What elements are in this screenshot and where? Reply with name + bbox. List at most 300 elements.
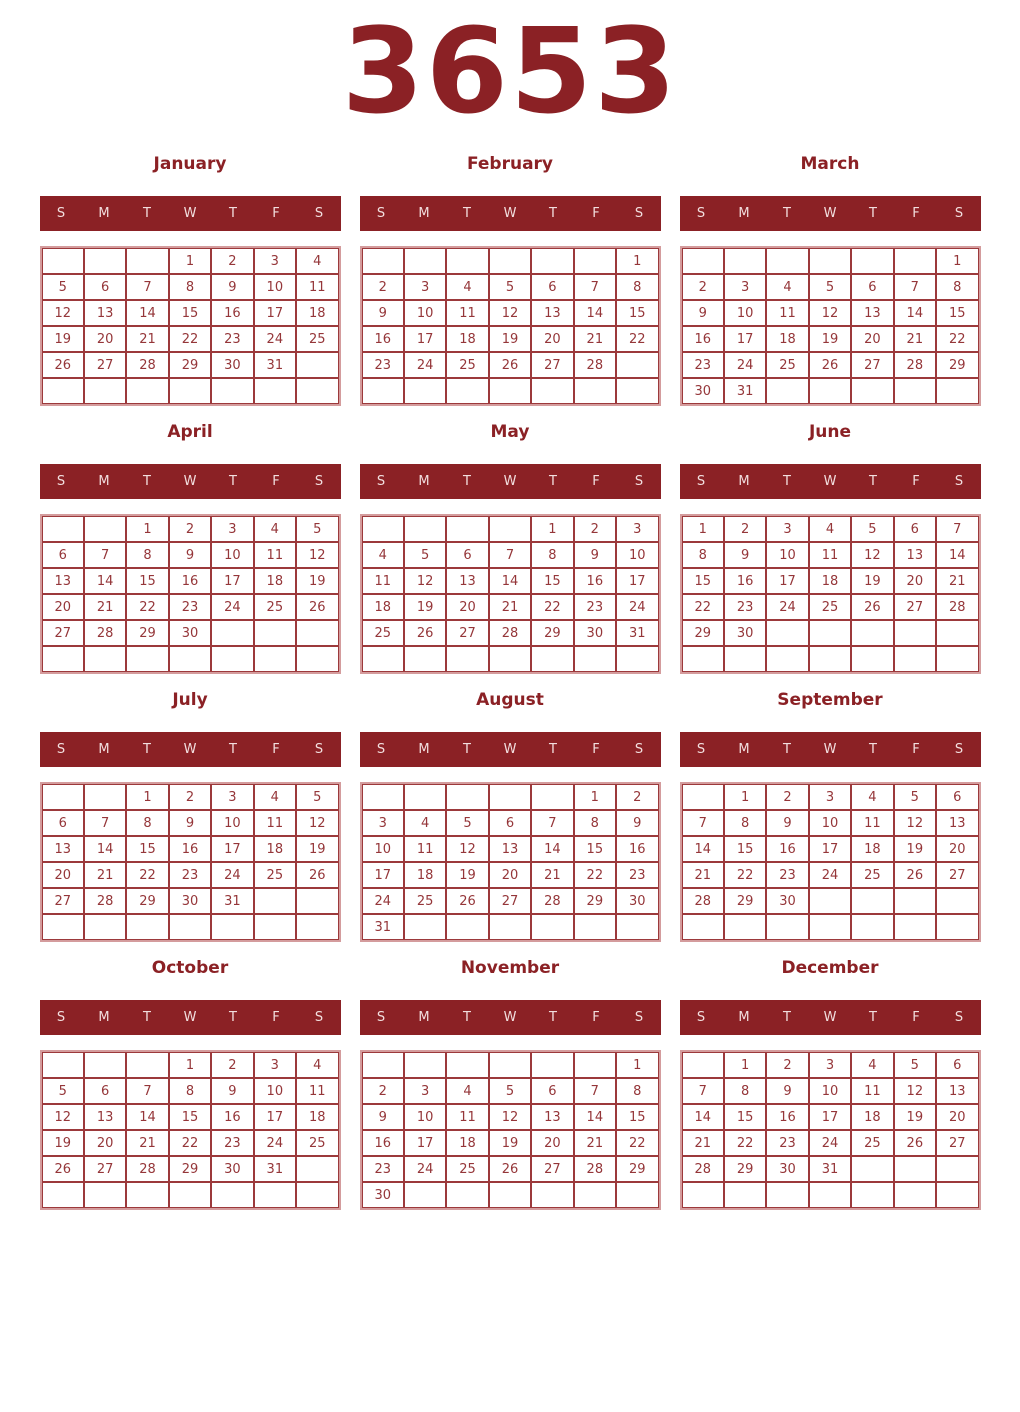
day-cell: 5 xyxy=(404,542,446,568)
weekday-label: S xyxy=(954,206,964,221)
week-row xyxy=(682,568,979,594)
day-cell: 29 xyxy=(531,620,573,646)
day-cell: 9 xyxy=(169,810,211,836)
week-row xyxy=(682,620,979,646)
week-row xyxy=(42,326,339,352)
empty-day-cell xyxy=(404,914,446,940)
day-cell: 28 xyxy=(574,1156,616,1182)
week-row xyxy=(682,378,979,404)
day-cell: 21 xyxy=(682,1130,724,1156)
day-cell: 11 xyxy=(254,542,296,568)
day-cell: 18 xyxy=(446,326,488,352)
day-cell: 17 xyxy=(211,568,253,594)
day-cell: 5 xyxy=(42,274,84,300)
empty-day-cell xyxy=(42,646,84,672)
day-cell: 22 xyxy=(616,1130,658,1156)
day-cell: 5 xyxy=(809,274,851,300)
day-cell: 14 xyxy=(126,300,168,326)
empty-day-cell xyxy=(84,248,126,274)
day-cell: 31 xyxy=(724,378,766,404)
week-row xyxy=(682,810,979,836)
day-cell: 1 xyxy=(126,516,168,542)
empty-day-cell xyxy=(84,378,126,404)
weekday-label: S xyxy=(696,206,706,221)
empty-day-cell xyxy=(169,1182,211,1208)
week-row xyxy=(362,1078,659,1104)
day-cell: 25 xyxy=(851,862,893,888)
weekday-label: T xyxy=(869,206,877,221)
empty-day-cell xyxy=(489,914,531,940)
month-grid xyxy=(360,514,661,674)
week-row xyxy=(42,378,339,404)
day-cell: 11 xyxy=(446,300,488,326)
day-cell: 19 xyxy=(851,568,893,594)
day-cell: 28 xyxy=(489,620,531,646)
day-cell: 9 xyxy=(574,542,616,568)
day-cell: 6 xyxy=(936,1052,978,1078)
empty-day-cell xyxy=(169,914,211,940)
day-cell: 31 xyxy=(362,914,404,940)
day-cell: 8 xyxy=(126,542,168,568)
empty-day-cell xyxy=(531,1052,573,1078)
day-cell: 16 xyxy=(211,1104,253,1130)
weekday-label: S xyxy=(634,474,644,489)
day-cell: 12 xyxy=(296,810,338,836)
empty-day-cell xyxy=(254,646,296,672)
month-name: August xyxy=(476,690,544,710)
empty-day-cell xyxy=(296,378,338,404)
day-cell: 28 xyxy=(126,1156,168,1182)
day-cell: 18 xyxy=(851,1104,893,1130)
empty-day-cell xyxy=(446,1052,488,1078)
day-cell: 27 xyxy=(531,352,573,378)
empty-day-cell xyxy=(766,248,808,274)
day-cell: 11 xyxy=(254,810,296,836)
week-row xyxy=(682,542,979,568)
week-row xyxy=(682,248,979,274)
empty-day-cell xyxy=(254,620,296,646)
day-cell: 29 xyxy=(616,1156,658,1182)
day-cell: 26 xyxy=(809,352,851,378)
week-row xyxy=(42,248,339,274)
weekday-label: S xyxy=(56,474,66,489)
week-row xyxy=(362,1104,659,1130)
weekday-label: T xyxy=(463,206,471,221)
day-cell: 27 xyxy=(42,620,84,646)
month-grid xyxy=(40,514,341,674)
day-cell: 10 xyxy=(211,542,253,568)
weekday-label: W xyxy=(823,474,837,489)
empty-day-cell xyxy=(404,646,446,672)
day-cell: 7 xyxy=(126,274,168,300)
week-row xyxy=(42,1078,339,1104)
day-cell: 12 xyxy=(894,1078,936,1104)
day-cell: 26 xyxy=(489,1156,531,1182)
week-row xyxy=(42,1104,339,1130)
day-cell: 13 xyxy=(42,568,84,594)
day-cell: 14 xyxy=(84,836,126,862)
empty-day-cell xyxy=(574,248,616,274)
day-cell: 18 xyxy=(446,1130,488,1156)
weekday-label: F xyxy=(912,742,920,757)
empty-day-cell xyxy=(574,378,616,404)
day-cell: 27 xyxy=(84,1156,126,1182)
day-cell: 12 xyxy=(446,836,488,862)
day-cell: 8 xyxy=(616,1078,658,1104)
week-row xyxy=(682,1156,979,1182)
day-cell: 15 xyxy=(724,836,766,862)
month xyxy=(360,154,661,406)
weekday-label: T xyxy=(229,1010,237,1025)
week-row xyxy=(362,914,659,940)
empty-day-cell xyxy=(851,646,893,672)
day-cell: 18 xyxy=(254,836,296,862)
empty-day-cell xyxy=(682,646,724,672)
weekday-label: W xyxy=(183,206,197,221)
day-cell: 19 xyxy=(809,326,851,352)
empty-day-cell xyxy=(894,378,936,404)
day-cell: 29 xyxy=(936,352,978,378)
day-cell: 13 xyxy=(894,542,936,568)
weekday-label: W xyxy=(823,206,837,221)
day-cell: 31 xyxy=(254,352,296,378)
weekday-label: F xyxy=(912,1010,920,1025)
day-cell: 1 xyxy=(682,516,724,542)
day-cell: 24 xyxy=(211,594,253,620)
weekday-label: F xyxy=(592,206,600,221)
day-cell: 29 xyxy=(126,620,168,646)
day-cell: 18 xyxy=(254,568,296,594)
day-cell: 25 xyxy=(446,352,488,378)
empty-day-cell xyxy=(489,1182,531,1208)
empty-day-cell xyxy=(169,646,211,672)
day-cell: 31 xyxy=(211,888,253,914)
week-row xyxy=(42,646,339,672)
day-cell: 15 xyxy=(616,300,658,326)
day-cell: 26 xyxy=(296,862,338,888)
day-cell: 16 xyxy=(362,326,404,352)
day-cell: 11 xyxy=(851,810,893,836)
empty-day-cell xyxy=(489,784,531,810)
month xyxy=(680,422,981,674)
week-row xyxy=(682,326,979,352)
day-cell: 21 xyxy=(84,862,126,888)
day-cell: 19 xyxy=(894,1104,936,1130)
day-cell: 21 xyxy=(126,326,168,352)
week-row xyxy=(42,300,339,326)
week-row xyxy=(682,1052,979,1078)
empty-day-cell xyxy=(531,378,573,404)
day-cell: 19 xyxy=(42,326,84,352)
day-cell: 22 xyxy=(936,326,978,352)
day-cell: 5 xyxy=(296,784,338,810)
empty-day-cell xyxy=(362,248,404,274)
empty-day-cell xyxy=(851,620,893,646)
month-grid xyxy=(680,514,981,674)
day-cell: 13 xyxy=(531,300,573,326)
month-grid xyxy=(40,1050,341,1210)
weekday-label: M xyxy=(418,206,430,221)
day-cell: 30 xyxy=(362,1182,404,1208)
day-cell: 30 xyxy=(724,620,766,646)
day-cell: 20 xyxy=(531,326,573,352)
empty-day-cell xyxy=(296,352,338,378)
empty-day-cell xyxy=(574,1052,616,1078)
empty-day-cell xyxy=(724,248,766,274)
day-cell: 29 xyxy=(724,888,766,914)
day-cell: 8 xyxy=(169,1078,211,1104)
month-name: May xyxy=(490,422,530,442)
day-cell: 4 xyxy=(254,516,296,542)
month-grid xyxy=(680,1050,981,1210)
week-row xyxy=(42,568,339,594)
day-cell: 9 xyxy=(766,1078,808,1104)
empty-day-cell xyxy=(616,352,658,378)
day-cell: 16 xyxy=(211,300,253,326)
weekday-label: T xyxy=(229,206,237,221)
empty-day-cell xyxy=(362,378,404,404)
empty-day-cell xyxy=(894,620,936,646)
week-row xyxy=(362,784,659,810)
day-cell: 7 xyxy=(574,274,616,300)
day-cell: 9 xyxy=(362,300,404,326)
weekday-label: S xyxy=(634,206,644,221)
day-cell: 21 xyxy=(894,326,936,352)
day-cell: 23 xyxy=(766,1130,808,1156)
day-cell: 19 xyxy=(296,568,338,594)
day-cell: 3 xyxy=(809,784,851,810)
day-cell: 8 xyxy=(616,274,658,300)
day-cell: 19 xyxy=(894,836,936,862)
month xyxy=(40,958,341,1210)
day-cell: 11 xyxy=(296,1078,338,1104)
weekday-label: S xyxy=(634,742,644,757)
empty-day-cell xyxy=(894,248,936,274)
day-cell: 22 xyxy=(126,594,168,620)
empty-day-cell xyxy=(851,888,893,914)
day-cell: 8 xyxy=(724,1078,766,1104)
day-cell: 13 xyxy=(851,300,893,326)
day-cell: 11 xyxy=(404,836,446,862)
month-name: October xyxy=(151,958,229,978)
day-cell: 12 xyxy=(42,300,84,326)
day-cell: 24 xyxy=(211,862,253,888)
week-row xyxy=(42,516,339,542)
day-cell: 31 xyxy=(616,620,658,646)
empty-day-cell xyxy=(126,1052,168,1078)
day-cell: 2 xyxy=(682,274,724,300)
weekday-label: M xyxy=(738,206,750,221)
empty-day-cell xyxy=(766,914,808,940)
day-cell: 14 xyxy=(574,1104,616,1130)
day-cell: 17 xyxy=(254,1104,296,1130)
empty-day-cell xyxy=(404,1182,446,1208)
weekday-label: T xyxy=(463,742,471,757)
day-cell: 10 xyxy=(362,836,404,862)
week-row xyxy=(362,594,659,620)
day-cell: 28 xyxy=(682,888,724,914)
day-cell: 24 xyxy=(404,1156,446,1182)
day-cell: 28 xyxy=(84,888,126,914)
empty-day-cell xyxy=(489,646,531,672)
week-row xyxy=(362,888,659,914)
weekday-header xyxy=(360,196,661,231)
day-cell: 21 xyxy=(84,594,126,620)
weekday-label: S xyxy=(376,206,386,221)
empty-day-cell xyxy=(574,1182,616,1208)
day-cell: 17 xyxy=(211,836,253,862)
month-grid xyxy=(360,1050,661,1210)
day-cell: 12 xyxy=(404,568,446,594)
empty-day-cell xyxy=(254,378,296,404)
day-cell: 7 xyxy=(84,542,126,568)
weekday-label: T xyxy=(869,1010,877,1025)
week-row xyxy=(682,594,979,620)
day-cell: 12 xyxy=(489,1104,531,1130)
empty-day-cell xyxy=(296,646,338,672)
day-cell: 23 xyxy=(574,594,616,620)
week-row xyxy=(362,274,659,300)
weekday-label: F xyxy=(272,1010,280,1025)
day-cell: 8 xyxy=(574,810,616,836)
day-cell: 16 xyxy=(616,836,658,862)
day-cell: 19 xyxy=(42,1130,84,1156)
day-cell: 3 xyxy=(211,784,253,810)
day-cell: 22 xyxy=(682,594,724,620)
month xyxy=(680,154,981,406)
day-cell: 23 xyxy=(211,1130,253,1156)
weekday-label: S xyxy=(376,1010,386,1025)
week-row xyxy=(42,784,339,810)
month xyxy=(40,154,341,406)
day-cell: 25 xyxy=(851,1130,893,1156)
empty-day-cell xyxy=(42,1052,84,1078)
empty-day-cell xyxy=(211,646,253,672)
day-cell: 4 xyxy=(809,516,851,542)
empty-day-cell xyxy=(42,248,84,274)
day-cell: 25 xyxy=(296,1130,338,1156)
empty-day-cell xyxy=(211,620,253,646)
day-cell: 6 xyxy=(531,274,573,300)
empty-day-cell xyxy=(936,1182,978,1208)
month-grid xyxy=(680,782,981,942)
week-row xyxy=(362,1052,659,1078)
day-cell: 15 xyxy=(936,300,978,326)
day-cell: 24 xyxy=(766,594,808,620)
month-name: July xyxy=(172,690,208,710)
empty-day-cell xyxy=(489,516,531,542)
weekday-header xyxy=(40,1000,341,1035)
day-cell: 2 xyxy=(766,1052,808,1078)
week-row xyxy=(682,516,979,542)
day-cell: 31 xyxy=(254,1156,296,1182)
empty-day-cell xyxy=(809,1182,851,1208)
day-cell: 17 xyxy=(254,300,296,326)
day-cell: 4 xyxy=(296,248,338,274)
day-cell: 20 xyxy=(936,836,978,862)
day-cell: 24 xyxy=(362,888,404,914)
weekday-label: F xyxy=(272,474,280,489)
day-cell: 9 xyxy=(682,300,724,326)
week-row xyxy=(682,646,979,672)
day-cell: 9 xyxy=(362,1104,404,1130)
day-cell: 10 xyxy=(616,542,658,568)
empty-day-cell xyxy=(254,888,296,914)
weekday-label: T xyxy=(143,206,151,221)
day-cell: 26 xyxy=(42,352,84,378)
month-grid xyxy=(360,246,661,406)
empty-day-cell xyxy=(362,516,404,542)
week-row xyxy=(362,248,659,274)
empty-day-cell xyxy=(809,646,851,672)
day-cell: 24 xyxy=(809,1130,851,1156)
day-cell: 3 xyxy=(404,1078,446,1104)
day-cell: 13 xyxy=(936,1078,978,1104)
empty-day-cell xyxy=(169,378,211,404)
day-cell: 14 xyxy=(531,836,573,862)
empty-day-cell xyxy=(404,378,446,404)
day-cell: 9 xyxy=(169,542,211,568)
empty-day-cell xyxy=(489,378,531,404)
day-cell: 16 xyxy=(766,836,808,862)
day-cell: 14 xyxy=(84,568,126,594)
weekday-label: M xyxy=(98,206,110,221)
day-cell: 1 xyxy=(616,248,658,274)
day-cell: 26 xyxy=(894,1130,936,1156)
empty-day-cell xyxy=(362,784,404,810)
day-cell: 28 xyxy=(574,352,616,378)
day-cell: 8 xyxy=(936,274,978,300)
day-cell: 28 xyxy=(894,352,936,378)
weekday-label: S xyxy=(696,1010,706,1025)
day-cell: 14 xyxy=(489,568,531,594)
day-cell: 10 xyxy=(254,274,296,300)
day-cell: 4 xyxy=(851,1052,893,1078)
day-cell: 4 xyxy=(446,1078,488,1104)
day-cell: 26 xyxy=(404,620,446,646)
day-cell: 30 xyxy=(682,378,724,404)
weekday-label: S xyxy=(954,742,964,757)
weekday-label: M xyxy=(738,1010,750,1025)
day-cell: 16 xyxy=(574,568,616,594)
week-row xyxy=(682,1104,979,1130)
empty-day-cell xyxy=(682,248,724,274)
empty-day-cell xyxy=(682,784,724,810)
day-cell: 22 xyxy=(724,862,766,888)
day-cell: 13 xyxy=(489,836,531,862)
empty-day-cell xyxy=(682,914,724,940)
day-cell: 25 xyxy=(296,326,338,352)
empty-day-cell xyxy=(254,914,296,940)
day-cell: 10 xyxy=(254,1078,296,1104)
empty-day-cell xyxy=(616,378,658,404)
empty-day-cell xyxy=(126,378,168,404)
week-row xyxy=(42,594,339,620)
day-cell: 18 xyxy=(766,326,808,352)
day-cell: 31 xyxy=(809,1156,851,1182)
day-cell: 26 xyxy=(894,862,936,888)
day-cell: 3 xyxy=(254,248,296,274)
day-cell: 6 xyxy=(851,274,893,300)
day-cell: 15 xyxy=(724,1104,766,1130)
weekday-label: S xyxy=(314,474,324,489)
weekday-label: T xyxy=(549,742,557,757)
empty-day-cell xyxy=(84,646,126,672)
empty-day-cell xyxy=(936,620,978,646)
day-cell: 12 xyxy=(42,1104,84,1130)
weekday-label: T xyxy=(143,742,151,757)
weekday-label: T xyxy=(783,206,791,221)
